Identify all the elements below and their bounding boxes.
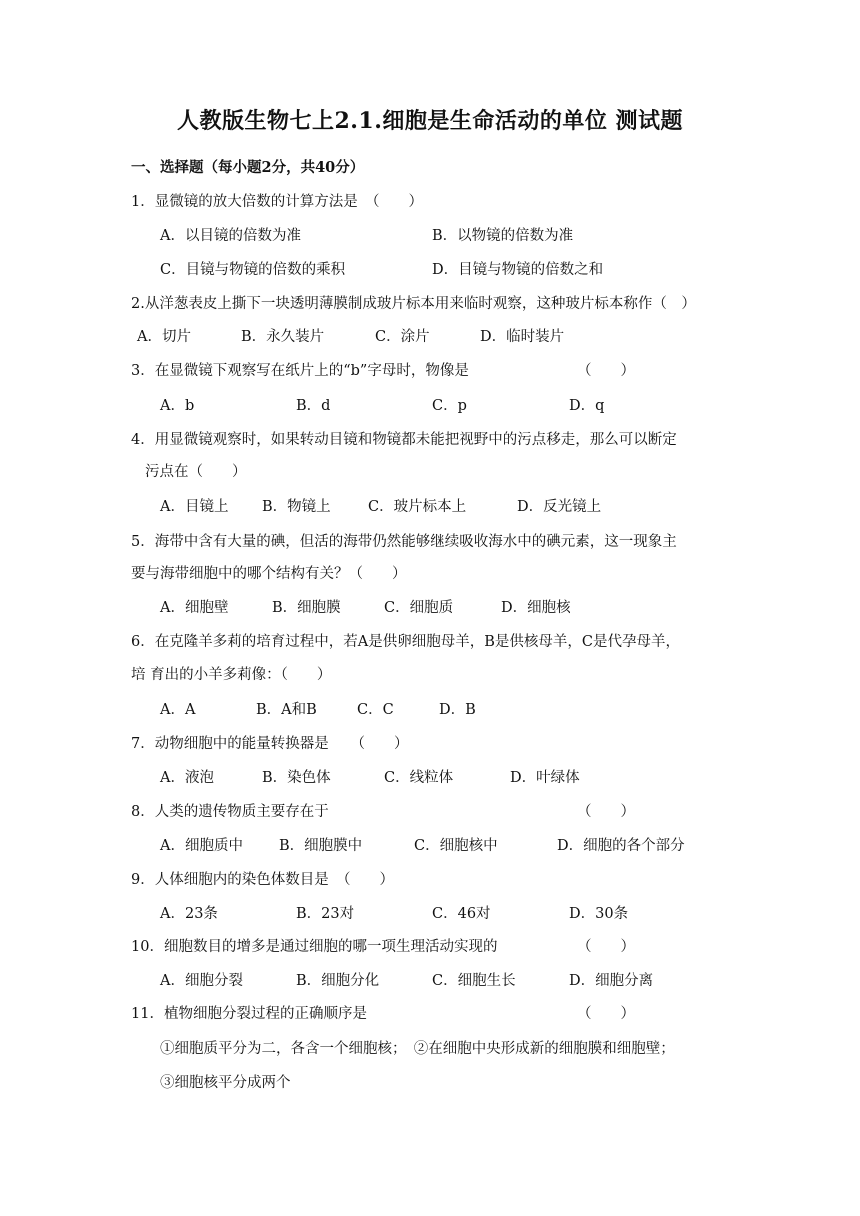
question-9-option-b: B．23对: [296, 906, 355, 922]
question-6-option-d: D．B: [439, 702, 476, 718]
section-heading: 一、选择题（每小题2分，共40分）: [131, 159, 365, 176]
question-3-stem: 3．在显微镜下观察写在纸片上的“b”字母时，物像是: [131, 363, 469, 379]
question-4-option-d: D．反光镜上: [517, 499, 602, 515]
question-7-option-b: B．染色体: [262, 770, 331, 786]
question-6-stem: 6．在克隆羊多莉的培育过程中，若A是供卵细胞母羊，B是供核母羊，C是代孕母羊，: [131, 634, 680, 650]
question-2-option-d: D．临时装片: [480, 329, 565, 345]
question-10-option-a: A．细胞分裂: [160, 973, 243, 989]
question-10-stem: 10．细胞数目的增多是通过细胞的哪一项生理活动实现的: [131, 939, 498, 955]
question-3-option-a: A．b: [160, 398, 195, 414]
question-8-option-b: B．细胞膜中: [279, 838, 363, 854]
question-7-option-d: D．叶绿体: [510, 770, 580, 786]
question-6-option-c: C．C: [357, 702, 394, 718]
question-10-option-d: D．细胞分离: [569, 973, 654, 989]
question-7-option-c: C．线粒体: [384, 770, 454, 786]
question-2-stem: 2.从洋葱表皮上撕下一块透明薄膜制成玻片标本用来临时观察，这种玻片标本称作（ ）: [131, 296, 696, 312]
question-5-option-a: A．细胞壁: [160, 600, 229, 616]
question-3-answer-paren: （ ）: [577, 363, 635, 379]
question-11-statement-line-1: ①细胞质平分为二，各含一个细胞核； ②在细胞中央形成新的细胞膜和细胞壁；: [160, 1041, 675, 1057]
document-title: 人教版生物七上2.1.细胞是生命活动的单位 测试题: [176, 108, 684, 134]
question-4-option-a: A．目镜上: [160, 499, 229, 515]
question-3-option-b: B．d: [296, 398, 331, 414]
question-11-stem: 11．植物细胞分裂过程的正确顺序是: [131, 1006, 367, 1022]
question-6-option-b: B．A和B: [256, 702, 317, 718]
question-1-option-c: C．目镜与物镜的倍数的乘积: [160, 262, 346, 278]
question-4-option-c: C．玻片标本上: [368, 499, 467, 515]
question-7-option-a: A．液泡: [160, 770, 214, 786]
question-8-option-a: A．细胞质中: [160, 838, 243, 854]
question-2-option-c: C．涂片: [375, 329, 430, 345]
question-1-stem: 1．显微镜的放大倍数的计算方法是 （ ）: [131, 194, 423, 210]
question-8-stem: 8．人类的遗传物质主要存在于: [131, 804, 329, 820]
question-6-option-a: A．A: [160, 702, 196, 718]
question-4-stem: 4．用显微镜观察时，如果转动目镜和物镜都未能把视野中的污点移走，那么可以断定: [131, 432, 677, 448]
question-10-option-c: C．细胞生长: [432, 973, 516, 989]
question-5-option-d: D．细胞核: [501, 600, 571, 616]
question-5-stem: 5．海带中含有大量的碘，但活的海带仍然能够继续吸收海水中的碘元素，这一现象主: [131, 534, 677, 550]
question-3-option-d: D．q: [569, 398, 605, 414]
question-3-option-c: C．p: [432, 398, 467, 414]
question-5-stem-cont: 要与海带细胞中的哪个结构有关？（ ）: [131, 566, 407, 582]
question-4-stem-cont: 污点在（ ）: [145, 464, 247, 480]
question-9-option-d: D．30条: [569, 906, 629, 922]
question-6-stem-cont: 培 育出的小羊多莉像：（ ）: [131, 667, 332, 683]
question-7-stem: 7．动物细胞中的能量转换器是 （ ）: [131, 736, 409, 752]
question-1-option-b: B．以物镜的倍数为准: [432, 228, 574, 244]
question-2-option-a: A．切片: [137, 329, 191, 345]
question-8-answer-paren: （ ）: [577, 804, 635, 820]
question-11-answer-paren: （ ）: [577, 1006, 635, 1022]
question-10-option-b: B．细胞分化: [296, 973, 380, 989]
question-8-option-d: D．细胞的各个部分: [557, 838, 685, 854]
question-5-option-b: B．细胞膜: [272, 600, 341, 616]
question-2-option-b: B．永久装片: [241, 329, 325, 345]
question-9-option-c: C．46对: [432, 906, 491, 922]
question-9-stem: 9．人体细胞内的染色体数目是 （ ）: [131, 872, 394, 888]
question-5-option-c: C．细胞质: [384, 600, 454, 616]
question-9-option-a: A．23条: [160, 906, 218, 922]
question-11-statement-line-2: ③细胞核平分成两个: [160, 1075, 291, 1091]
question-1-option-a: A．以目镜的倍数为准: [160, 228, 301, 244]
question-4-option-b: B．物镜上: [262, 499, 331, 515]
question-10-answer-paren: （ ）: [577, 939, 635, 955]
question-8-option-c: C．细胞核中: [414, 838, 498, 854]
question-1-option-d: D．目镜与物镜的倍数之和: [432, 262, 604, 278]
